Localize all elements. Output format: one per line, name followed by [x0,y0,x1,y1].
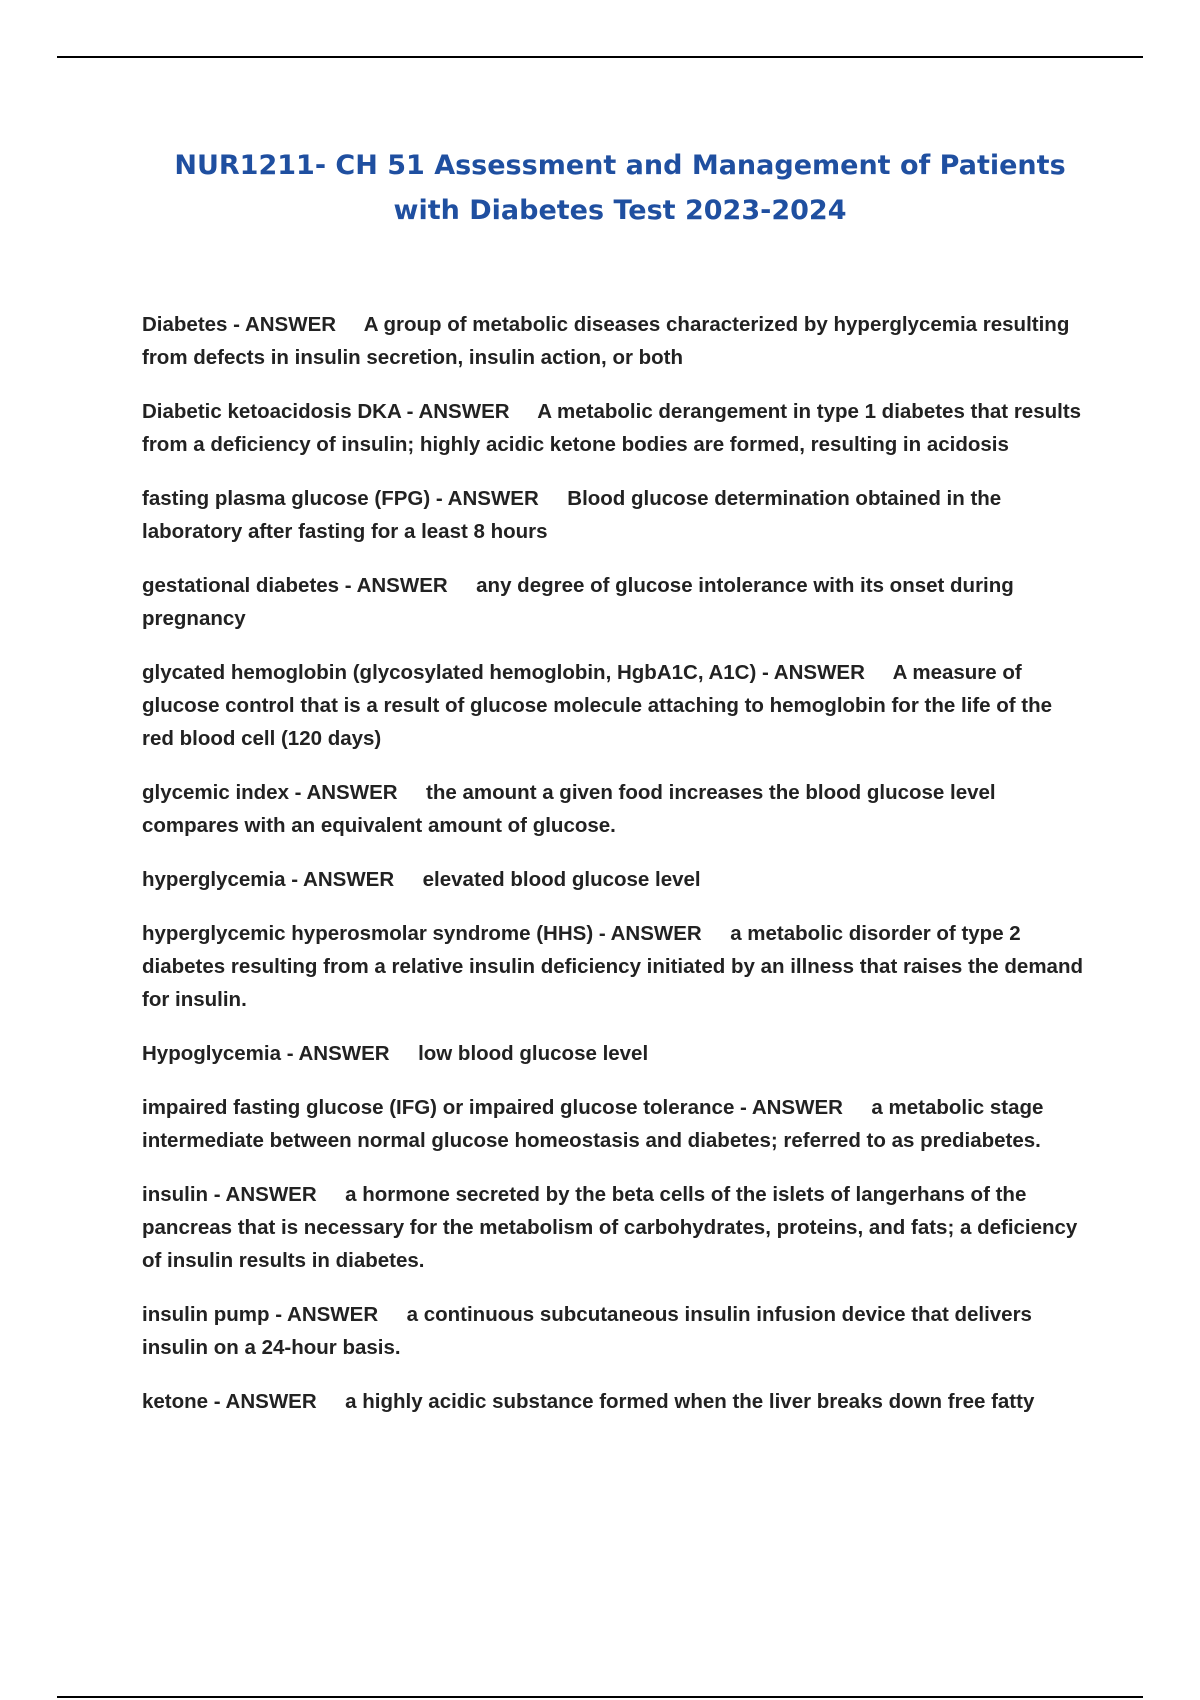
entry-term: fasting plasma glucose (FPG) [142,487,431,510]
top-rule [57,56,1143,58]
flashcard-entry [142,1091,1087,1157]
answer-marker: ANSWER [225,1390,317,1413]
entry-definition: Blood glucose determination obtained in the laboratory after fasting for a least 8 hours [142,487,1002,543]
flashcard-entry [142,1037,1087,1070]
flashcard-entry [142,308,1087,374]
answer-marker: ANSWER [610,922,702,945]
answer-marker: ANSWER [306,781,398,804]
answer-separator: - [430,487,448,510]
entry-definition: the amount a given food increases the blood glucose level compares with an equivalent amount of glucose. [142,781,996,837]
entry-term: ketone [142,1390,209,1413]
answer-separator: - [208,1183,226,1206]
answer-separator: - [227,313,245,336]
entry-term: Hypoglycemia [142,1042,281,1065]
answer-marker: ANSWER [418,400,510,423]
entry-term: insulin pump [142,1303,270,1326]
answer-separator: - [593,922,611,945]
flashcard-entry [142,395,1087,461]
title-line-2: with Diabetes Test 2023-2024 [393,195,847,226]
answer-separator: - [400,400,419,423]
flashcard-entry [142,1385,1087,1418]
answer-separator: - [281,1042,299,1065]
answer-marker: ANSWER [447,487,539,510]
entry-definition: low blood glucose level [418,1042,649,1065]
flashcard-entry [142,1178,1087,1277]
entry-term: hyperglycemic hyperosmolar syndrome (HHS) [142,922,594,945]
entry-definition: a metabolic stage intermediate between normal glucose homeostasis and diabetes; referred to as prediabetes. [142,1096,1044,1152]
flashcard-entry [142,569,1087,635]
entry-term: Diabetes [142,313,228,336]
answer-separator: - [288,781,307,804]
flashcard-entry [142,863,1087,896]
answer-marker: ANSWER [287,1303,379,1326]
flashcard-entry [142,776,1087,842]
answer-separator: - [339,574,357,597]
bottom-rule [57,1696,1143,1698]
entry-definition: a continuous subcutaneous insulin infusion device that delivers insulin on a 24-hour basis. [142,1303,1032,1359]
entry-definition: a highly acidic substance formed when the liver breaks down free fatty [345,1390,1035,1413]
flashcard-entry [142,917,1087,1016]
answer-marker: ANSWER [303,868,395,891]
entry-term: gestational diabetes [142,574,340,597]
flashcard-entry [142,1298,1087,1364]
entry-term: Diabetic ketoacidosis DKA [142,400,401,423]
entry-definition: elevated blood glucose level [422,868,701,891]
answer-separator: - [208,1390,226,1413]
entry-term: impaired fasting glucose (IFG) or impaired glucose tolerance [142,1096,735,1119]
entry-definition: A group of metabolic diseases characterized by hyperglycemia resulting from defects in insulin secretion, insulin action, or both [142,313,1070,369]
title-line-1: NUR1211- CH 51 Assessment and Management of Patients [174,150,1066,181]
answer-separator: - [285,868,304,891]
entry-term: insulin [142,1183,209,1206]
entry-term: hyperglycemia [142,868,286,891]
answer-separator: - [734,1096,752,1119]
entry-term: glycated hemoglobin (glycosylated hemoglobin, HgbA1C, A1C) [142,661,757,684]
answer-marker: ANSWER [298,1042,390,1065]
entry-definition: a metabolic disorder of type 2 diabetes resulting from a relative insulin deficiency initiated by an illness that raises the demand for insulin. [142,922,1083,1011]
entry-definition: any degree of glucose intolerance with its onset during pregnancy [142,574,1014,630]
document-title [130,143,1110,233]
entry-term: glycemic index [142,781,289,804]
entry-definition: A metabolic derangement in type 1 diabetes that results from a deficiency of insulin; highly acidic ketone bodies are formed, resulting in acidosis [142,400,1082,456]
flashcard-entry [142,482,1087,548]
answer-marker: ANSWER [356,574,448,597]
answer-marker: ANSWER [225,1183,317,1206]
answer-marker: ANSWER [751,1096,843,1119]
answer-marker: ANSWER [244,313,337,336]
answer-separator: - [269,1303,288,1326]
entry-definition: a hormone secreted by the beta cells of the islets of langerhans of the pancreas that is necessary for the metabolism of carbohydrates, proteins, and fats; a deficiency of insulin results in diabetes. [142,1183,1078,1272]
entry-definition: A measure of glucose control that is a result of glucose molecule attaching to hemoglobin for the life of the red blood cell (120 days) [142,661,1053,750]
flashcard-entry [142,656,1087,755]
answer-marker: ANSWER [773,661,865,684]
answer-separator: - [756,661,774,684]
flashcard-list [142,308,1087,1439]
